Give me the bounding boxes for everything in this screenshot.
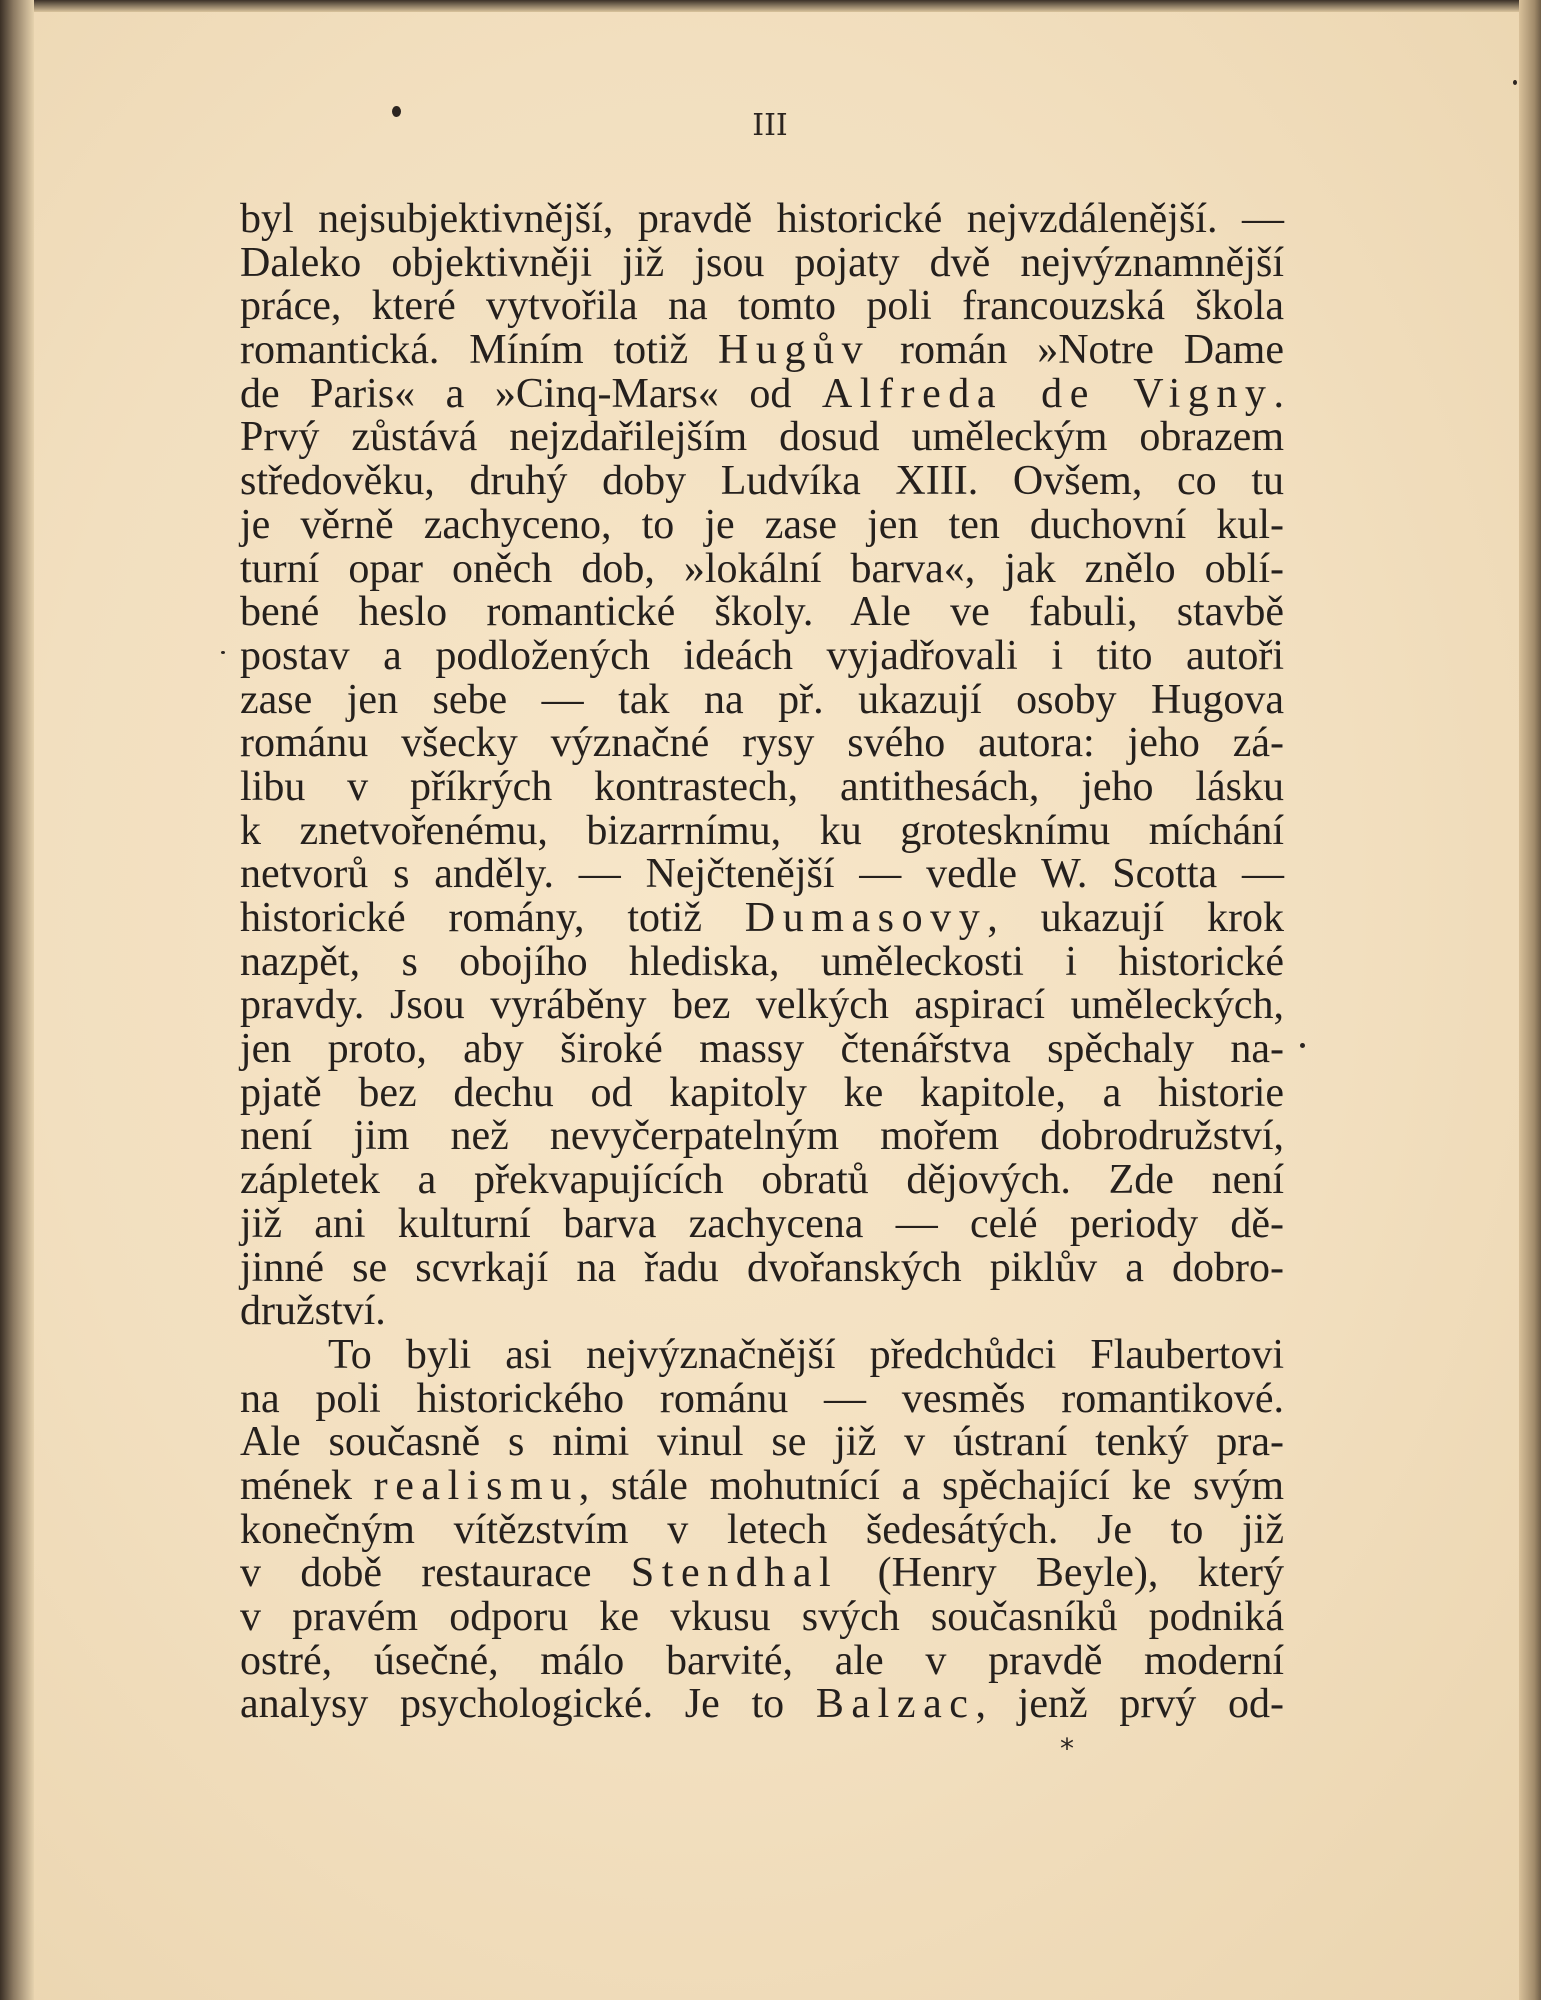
text-line: není jim než nevyčerpatelným mořem dobrodružství, [240, 1113, 1284, 1160]
spaced-name: Dumasovy [744, 895, 988, 941]
text-line [240, 370, 1284, 417]
text-line: práce, které vytvořila na tomto poli francouzská škola [240, 283, 1284, 330]
text-segment: romantická. Míním totiž [240, 327, 719, 374]
ink-speck [1513, 80, 1517, 85]
text-segment: analysy psychologické. Je to [240, 1681, 816, 1728]
text-line: zápletek a překvapujících obratů dějových. Zde není [240, 1157, 1284, 1204]
signature-mark: * [1060, 1732, 1074, 1765]
spaced-name: Hugův [718, 327, 871, 374]
spaced-name: realismu [373, 1462, 579, 1509]
text-line: libu v příkrých kontrastech, antithesách, jeho lásku [240, 763, 1284, 810]
text-line [240, 897, 1284, 941]
text-line: Daleko objektivněji již jsou pojaty dvě nejvýznamnější [240, 239, 1284, 286]
text-line: jinné se scvrkají na řadu dvořanských piklův a dobro- [240, 1244, 1284, 1291]
spaced-name: Alfreda de Vigny [821, 370, 1274, 417]
body-text [240, 198, 1284, 1727]
text-line: družství. [240, 1288, 386, 1335]
text-line: pjatě bez dechu od kapitoly ke kapitole, a historie [240, 1069, 1284, 1116]
text-line: Prvý zůstává nejzdařilejším dosud uměleckým obrazem [240, 414, 1284, 461]
text-line [240, 1552, 1284, 1596]
page-edge-shadow [1519, 0, 1541, 2000]
text-line: turní opar oněch dob, »lokální barva«, jak znělo oblí- [240, 545, 1284, 592]
text-line: jen proto, aby široké massy čtenářstva spěchaly na- [240, 1026, 1284, 1073]
text-line: pravdy. Jsou vyráběny bez velkých aspirací uměleckých, [240, 982, 1284, 1029]
text-line [240, 1683, 1284, 1727]
text-segment: , jenž prvý od- [975, 1681, 1284, 1728]
text-line: konečným vítězstvím v letech šedesátých. Je to již [240, 1506, 1284, 1553]
text-line: To byli asi nejvýznačnější předchůdci Flaubertovi [328, 1331, 1284, 1378]
scan-top-edge [0, 0, 1541, 12]
spaced-name: Stendhal [630, 1550, 839, 1597]
text-line: k znetvořenému, bizarrnímu, ku grotesknímu míchání [240, 807, 1284, 854]
text-line [240, 329, 1284, 373]
text-segment: v době restaurace [240, 1550, 631, 1597]
ink-speck [221, 651, 225, 654]
text-line: byl nejsubjektivnější, pravdě historické nejvzdálenější. — [240, 196, 1284, 242]
text-segment: mének [240, 1462, 374, 1509]
text-line: bené heslo romantické školy. Ale ve fabuli, stavbě [240, 589, 1284, 636]
text-segment: (Henry Beyle), který [838, 1550, 1284, 1597]
text-line: ostré, úsečné, málo barvité, ale v pravdě moderní [240, 1637, 1284, 1684]
text-line: postav a podložených ideách vyjadřovali i tito autoři [240, 632, 1284, 679]
spaced-name: Balzac [815, 1681, 976, 1728]
text-line: nazpět, s obojího hlediska, uměleckosti i historické [240, 938, 1284, 985]
text-segment: román »Notre Dame [870, 327, 1284, 374]
text-segment: . [1273, 370, 1284, 417]
text-line: románu všecky význačné rysy svého autora: jeho zá- [240, 720, 1284, 767]
ink-speck [1300, 1043, 1305, 1048]
text-line [240, 1462, 1285, 1509]
text-line: je věrně zachyceno, to je zase jen ten duchovní kul- [240, 501, 1284, 548]
text-segment: de Paris« a »Cinq-Mars« od [240, 370, 822, 417]
page-number: III [752, 108, 788, 143]
text-line: v pravém odporu ke vkusu svých současníků podniká [240, 1594, 1284, 1640]
text-segment: , stále mohutnící a spěchající ke svým [578, 1462, 1285, 1509]
text-segment: historické romány, totiž [240, 895, 745, 941]
text-line: netvorů s anděly. — Nejčtenější — vedle W. Scotta — [240, 851, 1284, 898]
text-line: již ani kulturní barva zachycena — celé periody dě- [240, 1200, 1284, 1247]
text-line: středověku, druhý doby Ludvíka XIII. Ovšem, co tu [240, 458, 1284, 505]
text-line: zase jen sebe — tak na př. ukazují osoby Hugova [240, 676, 1284, 723]
text-line: na poli historického románu — vesměs romantikové. [240, 1375, 1284, 1422]
text-line: Ale současně s nimi vinul se již v ústraní tenký pra- [240, 1419, 1284, 1466]
text-segment: , ukazují krok [987, 895, 1285, 941]
book-gutter-shadow [0, 0, 34, 2000]
ink-speck [392, 106, 401, 117]
